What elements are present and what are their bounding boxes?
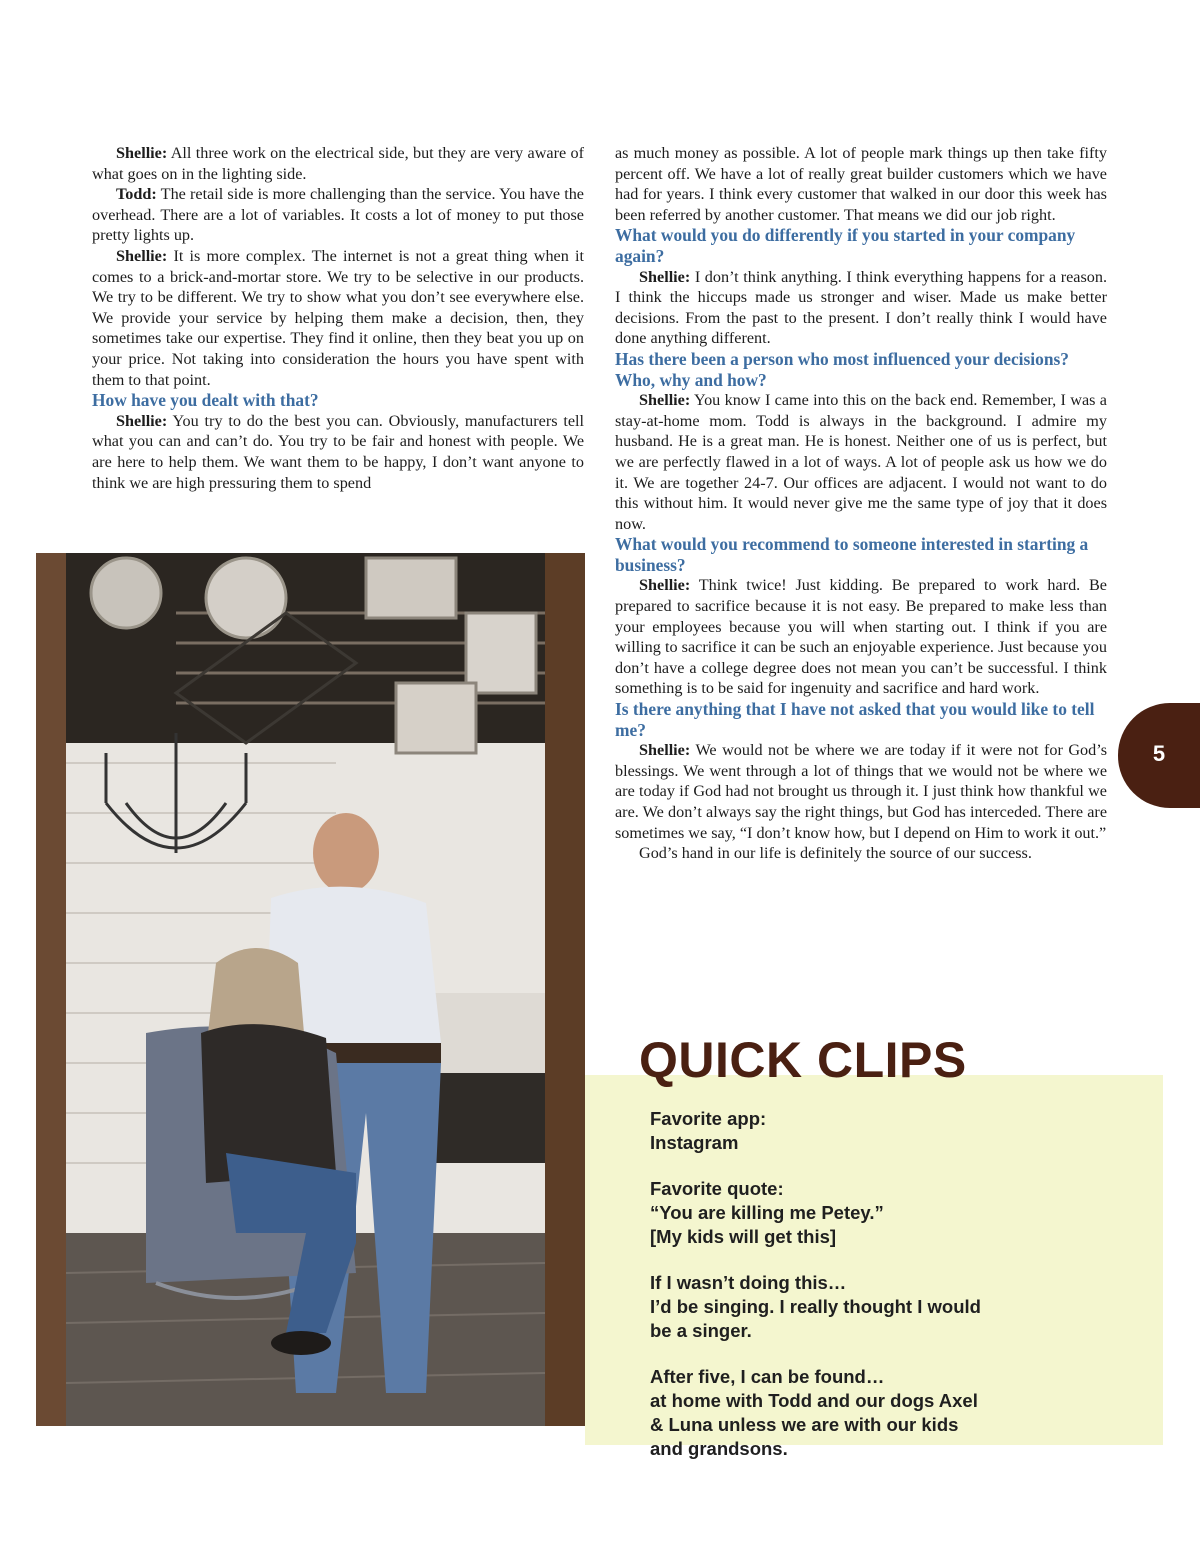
right-column [615,143,1107,864]
quick-clips-title: QUICK CLIPS [639,1032,967,1088]
quick-clip-label: After five, I can be found… [650,1366,885,1387]
paragraph-text: We would not be where we are today if it were not for God’s blessings. We went through a lot of things that we would not be where we are today if God had not brought us through it. I just think how thankful we are. We don’t always say the right things, but God has interceded. There are sometimes we say, “I don’t know how, but I depend on Him to work it out.” [615,741,1107,842]
paragraph-continuation: as much money as possible. A lot of people mark things up then take fifty percent off. We have a lot of really great builder customers which we have had for years. I think every customer that walked in our door this week has been referred by another customer. That means we did our job right. [615,144,1107,224]
paragraph [92,411,584,493]
speaker-name: Shellie: [639,391,691,410]
speaker-name: Shellie: [639,741,691,760]
paragraph [615,390,1107,534]
speaker-name: Todd: [116,185,157,204]
speaker-name: Shellie: [639,267,691,286]
photo-illustration [36,553,585,1426]
quick-clip-item [650,1271,1070,1343]
page-number-tab [1118,703,1200,808]
paragraph [615,740,1107,843]
question-heading: Has there been a person who most influenced your decisions? Who, why and how? [615,348,1069,390]
paragraph-text: You try to do the best you can. Obviously, manufacturers tell what you can and can’t do. You try to be fair and honest with people. We are here to help them. We want them to be happy, I don’t want anyone to think we are high pressuring them to spend [92,411,584,492]
paragraph-text: Think twice! Just kidding. Be prepared to work hard. Be prepared to sacrifice because it is not easy. Be prepared to make less than your employees because you will when starting out. I think if you are willing to sacrifice it can be such an enjoyable experience. Just because you don’t have a college degree does not mean you can’t be successful. I think something is to be said for ingenuity and sacrifice and hard work. [615,576,1107,698]
quick-clip-label: Favorite app: [650,1108,767,1129]
page-number: 5 [1152,741,1166,766]
question-heading: Is there anything that I have not asked that you would like to tell me? [615,699,1095,740]
speaker-name: Shellie: [639,576,691,595]
quick-clip-item [650,1365,1070,1461]
quick-clip-item [650,1107,1070,1155]
question-heading: What would you do differently if you started in your company again? [615,225,1076,266]
paragraph-text: It is more complex. The internet is not a great thing when it comes to a brick-and-mortar store. We try to be selective in our products. We try to be different. We try to show what you don’t see everywhere else. We provide your service by helping them make a decision, then, they sometimes take our expertise. They find it online, then they beat you up on your price. Not taking into consideration the hours you have spent with them to that point. [92,246,584,389]
quick-clip-label: If I wasn’t doing this… [650,1272,847,1293]
paragraph [615,575,1107,699]
paragraph-text: I don’t think anything. I think everything happens for a reason. I think the hiccups made us stronger and wiser. Made us make better decisions. From the past to the present. I don’t really think I would have done anything different. [615,267,1107,348]
paragraph [615,267,1107,349]
quick-clip-value: Instagram [650,1132,739,1153]
quick-clip-value: I’d be singing. I really thought I would be a singer. [650,1296,981,1341]
paragraph [92,184,584,246]
question-heading: What would you recommend to someone interested in starting a business? [615,534,1089,575]
paragraph [92,143,584,184]
paragraph-text: All three work on the electrical side, but they are very aware of what goes on in the lighting side. [92,144,584,183]
speaker-name: Shellie: [116,411,168,430]
question-heading: How have you dealt with that? [92,390,319,411]
left-column [92,143,584,493]
paragraph-text: The retail side is more challenging than the service. You have the overhead. There are a lot of variables. It costs a lot of money to put those pretty lights up. [92,185,584,245]
speaker-name: Shellie: [116,246,168,265]
quick-clip-item [650,1177,1070,1249]
closing-paragraph: God’s hand in our life is definitely the source of our success. [639,844,1032,863]
quick-clip-value: “You are killing me Petey.” [My kids will get this] [650,1202,884,1247]
owners-photo [36,553,585,1426]
paragraph [92,246,584,390]
quick-clip-value: at home with Todd and our dogs Axel & Luna unless we are with our kids and grandsons. [650,1390,978,1459]
paragraph-text: You know I came into this on the back end. Remember, I was a stay-at-home mom. Todd is always in the background. I admire my husband. He is a great man. He is honest. Neither one of us is perfect, but we are perfectly flawed in a lot of ways. A lot of people ask us how we do it. We are together 24-7. Our offices are adjacent. I would not want to do this without him. It would never give me the same type of joy that it does now. [615,391,1107,533]
quick-clip-label: Favorite quote: [650,1178,784,1199]
quick-clips-list [650,1107,1070,1483]
speaker-name: Shellie: [116,144,168,162]
